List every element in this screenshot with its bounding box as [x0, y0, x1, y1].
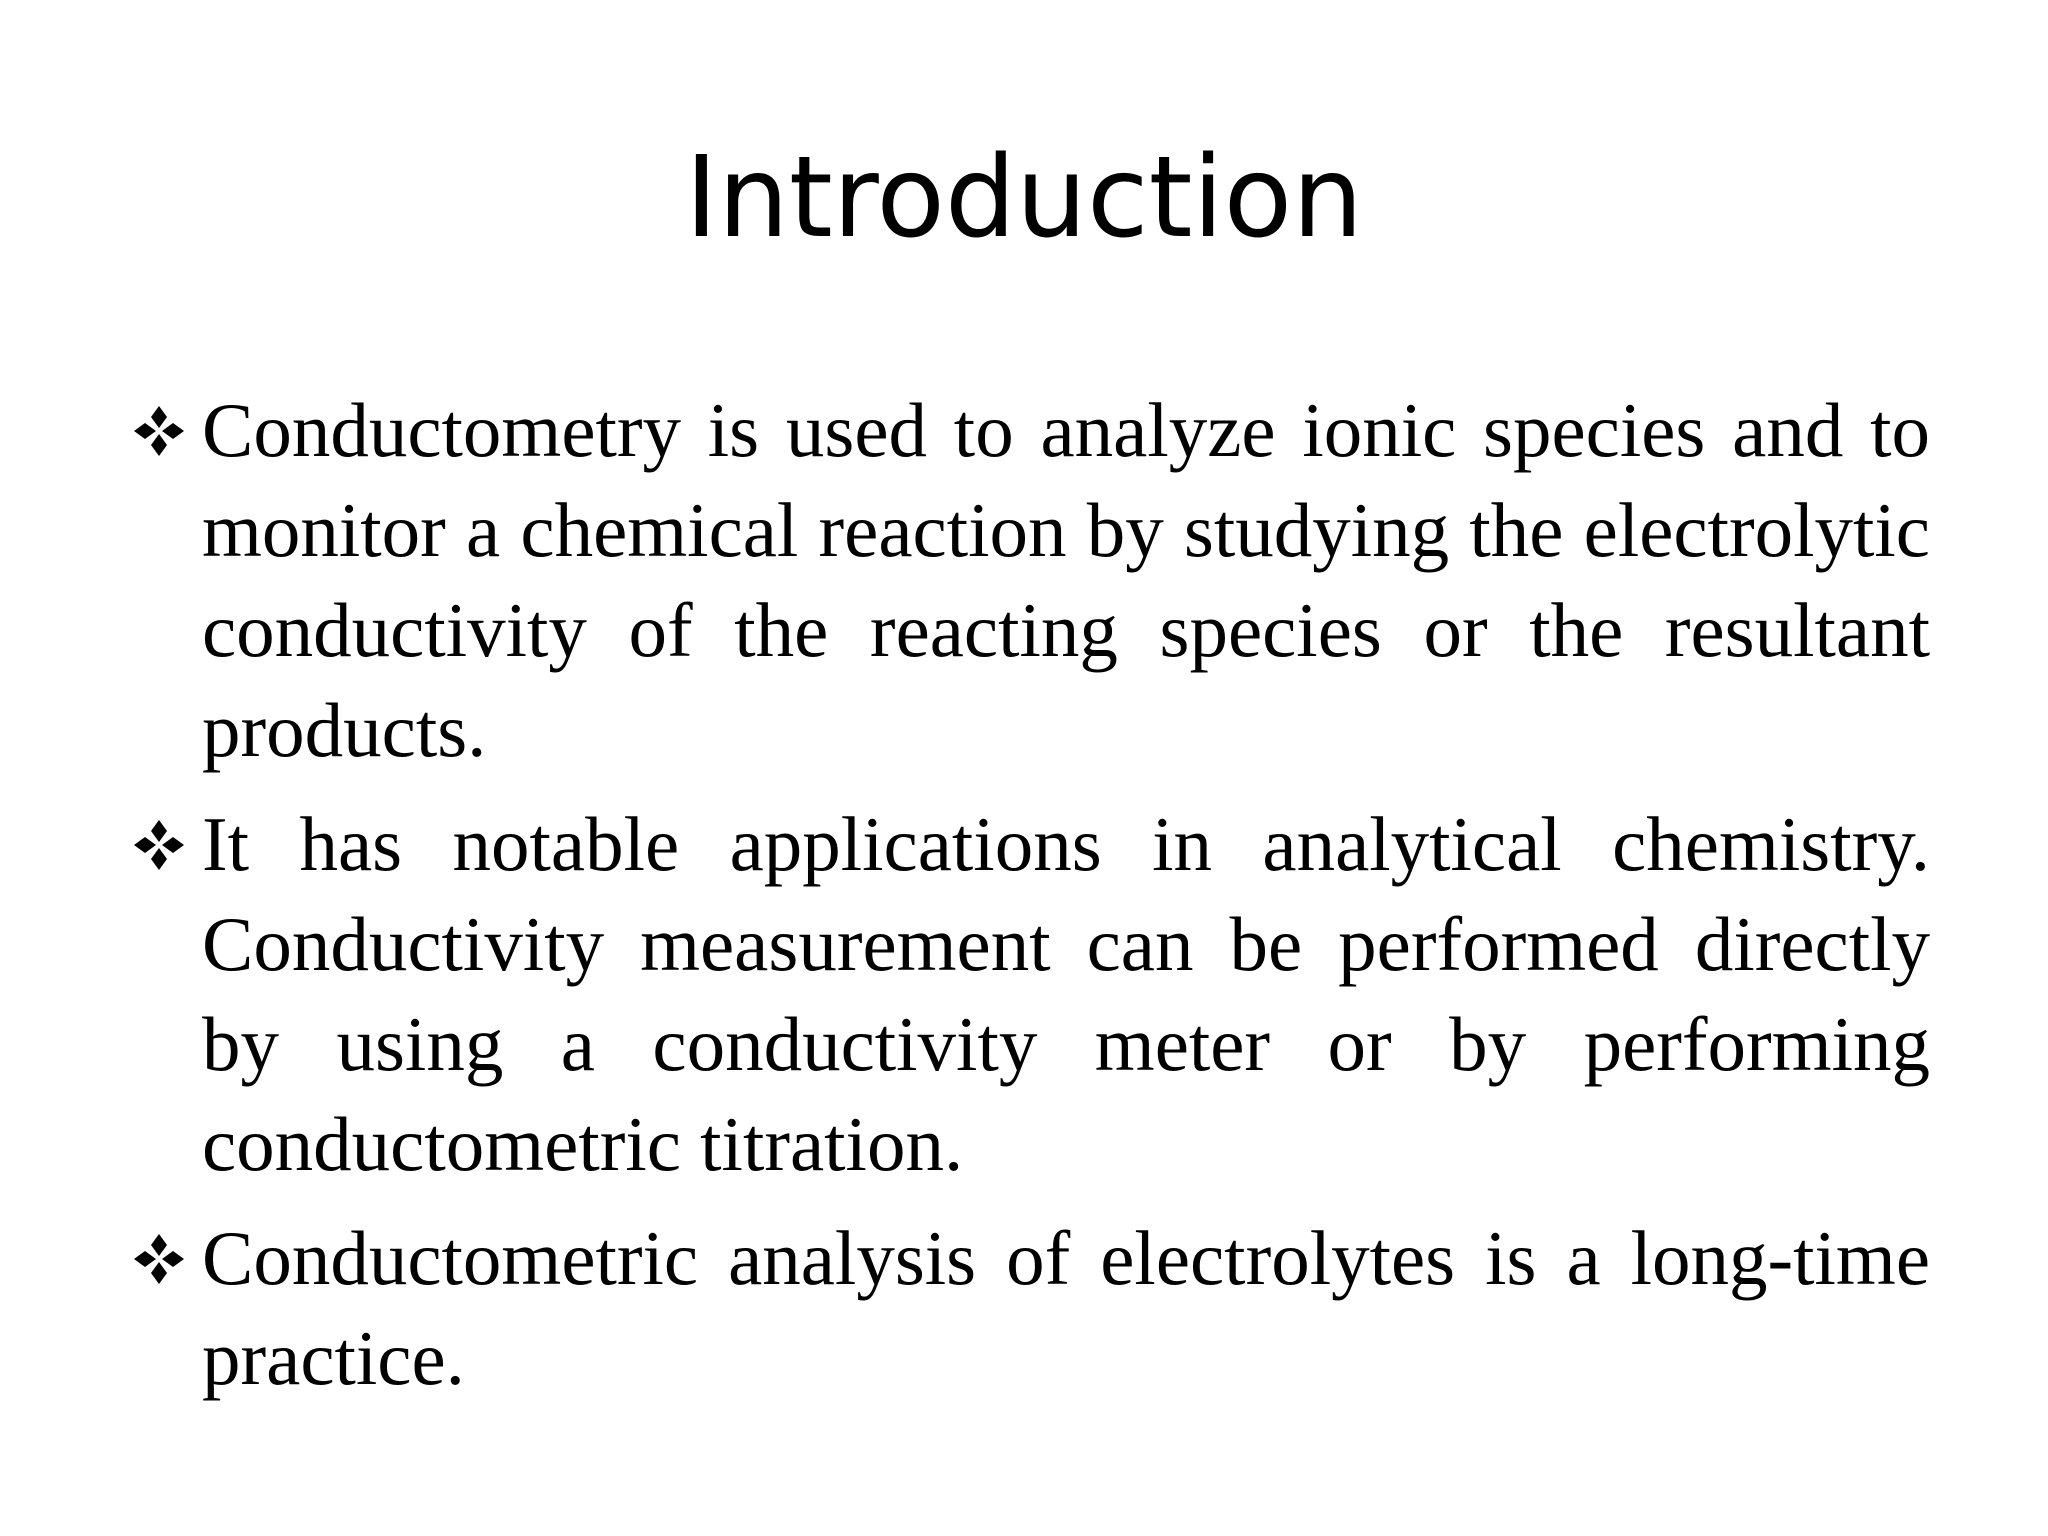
bullet-list: [130, 380, 1930, 1422]
diamond-bullet-icon: [130, 818, 188, 872]
diamond-bullet-icon: [130, 404, 188, 458]
bullet-item: [130, 1208, 1930, 1408]
bullet-text: It has notable applications in analytical chemistry. Conductivity measurement can be performed directly by using a conductivity meter or by performing conductometric titration.: [202, 801, 1930, 1187]
bullet-item: [130, 794, 1930, 1194]
bullet-text: Conductometric analysis of electrolytes is a long-time practice.: [202, 1215, 1930, 1401]
bullet-item: [130, 380, 1930, 780]
bullet-text: Conductometry is used to analyze ionic species and to monitor a chemical reaction by studying the electrolytic conductivity of the reacting species or the resultant products.: [202, 387, 1930, 773]
slide-title: Introduction: [684, 133, 1364, 263]
diamond-bullet-icon: [130, 1232, 188, 1286]
